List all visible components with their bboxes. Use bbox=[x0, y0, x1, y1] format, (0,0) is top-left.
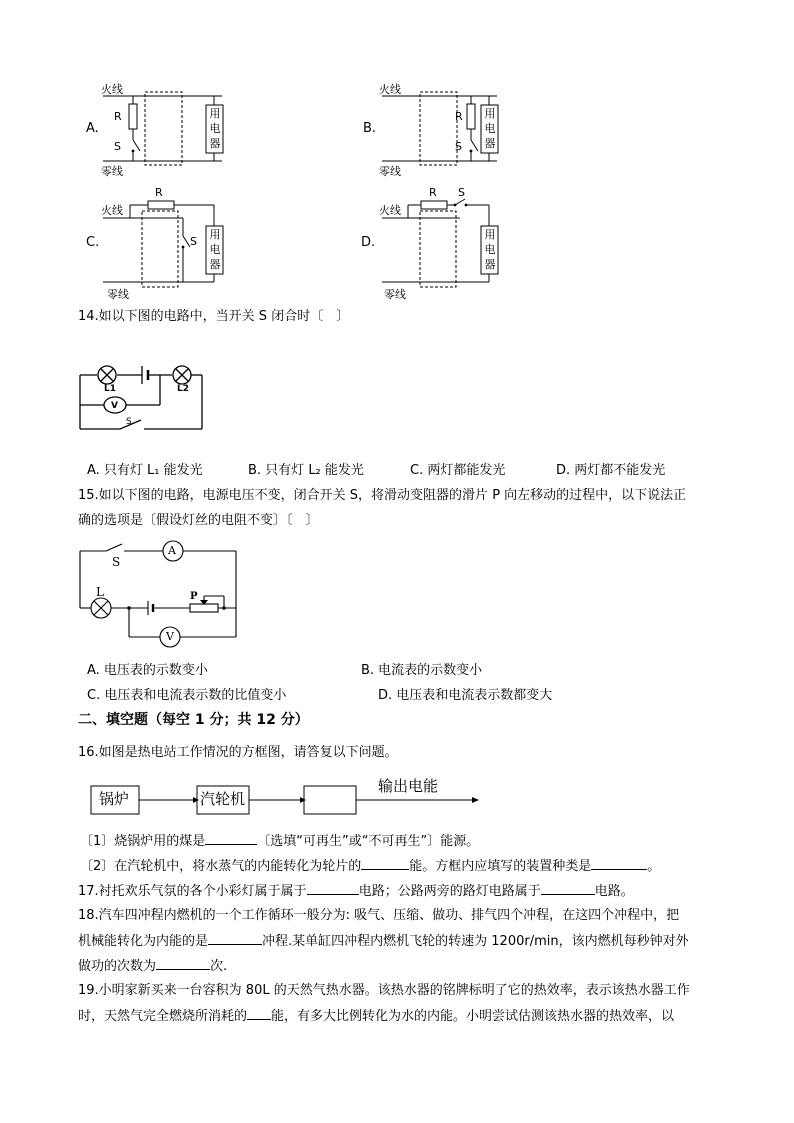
resistor-label: R bbox=[155, 186, 163, 199]
neutral-wire-label: 零线 bbox=[101, 165, 123, 178]
answer-blank[interactable] bbox=[307, 882, 359, 895]
q18-text-b: 冲程.某单缸四冲程内燃机飞轮的转速为 1200r/min，该内燃机每秒钟对外 bbox=[262, 934, 689, 949]
q16-part2-text: 〔2〕在汽轮机中，将水蒸气的内能转化为轮片的 bbox=[80, 859, 362, 874]
q18-text-c: 做功的次数为 bbox=[78, 959, 157, 974]
q17-text-b: 电路；公路两旁的路灯电路属于 bbox=[358, 884, 541, 899]
lamp-l2-label: L2 bbox=[177, 384, 189, 394]
option-a-label: A. bbox=[86, 121, 99, 136]
slider-p-label: P bbox=[190, 591, 198, 602]
section-title: 二、填空题（每空 1 分；共 12 分） bbox=[78, 712, 309, 728]
q16-part2-text-c: 。 bbox=[647, 859, 661, 874]
q14-option-c: C. 两灯都能发光 bbox=[410, 463, 506, 478]
q19-line1: 19.小明家新买来一台容积为 80L 的天然气热水器。该热水器的铭牌标明了它的热效率，表示该热水器工作 bbox=[78, 983, 690, 998]
q18-line1: 18.汽车四冲程内燃机的一个工作循环一般分为: 吸气、压缩、做功、排气四个冲程，在这四个冲程中，把 bbox=[78, 908, 680, 923]
output-label: 输出电能 bbox=[378, 777, 439, 795]
q16-part1-text-b: 〔选填“可再生”或“不可再生”〕能源。 bbox=[257, 834, 480, 849]
answer-blank[interactable] bbox=[591, 857, 647, 870]
voltmeter-label: V bbox=[111, 401, 118, 411]
q18-line2 bbox=[78, 932, 689, 951]
option-c-label: C. bbox=[86, 235, 100, 250]
q14-option-d: D. 两灯都不能发光 bbox=[556, 463, 666, 478]
q14-option-b: B. 只有灯 L₂ 能发光 bbox=[248, 463, 364, 478]
answer-blank[interactable] bbox=[208, 932, 262, 945]
live-wire-label: 火线 bbox=[101, 204, 123, 217]
q17-text-a: 17.衬托欢乐气氛的各个小彩灯属于属于 bbox=[78, 884, 307, 899]
appliance-label: 用电器 bbox=[484, 107, 496, 150]
switch-label: S bbox=[458, 186, 465, 199]
answer-blank[interactable] bbox=[541, 882, 595, 895]
q18-text-a: 机械能转化为内能的是 bbox=[78, 934, 209, 949]
switch-label: S bbox=[126, 417, 132, 427]
q15-stem-line1: 15.如以下图的电路，电源电压不变，闭合开关 S，将滑动变阻器的滑片 P 向左移动的过程中，以下说法正 bbox=[78, 488, 687, 503]
q15-stem-line2: 确的选项是〔假设灯丝的电阻不变〕〔 〕 bbox=[78, 513, 319, 528]
q19-text-a: 时，天然气完全燃烧所消耗的 bbox=[78, 1009, 248, 1024]
switch-label: S bbox=[190, 235, 197, 248]
q15-option-d: D. 电压表和电流表示数都变大 bbox=[378, 688, 553, 703]
q16-part2-text-b: 能。方框内应填写的装置种类是 bbox=[409, 859, 592, 874]
resistor-label: R bbox=[429, 186, 437, 199]
q14-option-a: A. 只有灯 L₁ 能发光 bbox=[87, 463, 203, 478]
q14-stem: 14.如以下图的电路中，当开关 S 闭合时〔 〕 bbox=[78, 309, 350, 324]
live-wire-label: 火线 bbox=[379, 204, 401, 217]
appliance-label: 用电器 bbox=[209, 228, 221, 271]
q17-text-c: 电路。 bbox=[594, 884, 634, 899]
q16-part1-text: 〔1〕烧锅炉用的煤是 bbox=[80, 834, 206, 849]
lamp-l1-label: L1 bbox=[104, 384, 116, 394]
q19-line2 bbox=[78, 1007, 674, 1026]
appliance-label: 用电器 bbox=[209, 107, 221, 150]
q18-text-d: 次. bbox=[210, 959, 228, 974]
option-b-label: B. bbox=[363, 121, 377, 136]
q16-part2 bbox=[80, 857, 660, 876]
answer-blank[interactable] bbox=[361, 857, 409, 870]
neutral-wire-label: 零线 bbox=[384, 288, 406, 301]
question-17 bbox=[78, 882, 634, 901]
appliance-label: 用电器 bbox=[484, 228, 496, 271]
q16-stem: 16.如图是热电站工作情况的方框图，请答复以下问题。 bbox=[78, 745, 398, 760]
turbine-box-label: 汽轮机 bbox=[200, 790, 246, 808]
q15-option-a: A. 电压表的示数变小 bbox=[87, 663, 208, 678]
option-d-label: D. bbox=[361, 235, 376, 250]
q15-option-c: C. 电压表和电流表示数的比值变小 bbox=[87, 688, 287, 703]
q18-line3 bbox=[78, 957, 227, 976]
q19-text-b: 能，有多大比例转化为水的内能。小明尝试估测该热水器的热效率，以 bbox=[271, 1009, 675, 1024]
ammeter-label: A bbox=[168, 544, 176, 557]
answer-blank[interactable] bbox=[247, 1007, 271, 1020]
switch-label: S bbox=[455, 140, 462, 153]
switch-label: S bbox=[112, 555, 121, 569]
live-wire-label: 火线 bbox=[101, 83, 123, 96]
answer-blank[interactable] bbox=[156, 957, 210, 970]
boiler-box-label: 锅炉 bbox=[99, 790, 130, 808]
q15-option-b: B. 电流表的示数变小 bbox=[361, 663, 483, 678]
neutral-wire-label: 零线 bbox=[379, 165, 401, 178]
neutral-wire-label: 零线 bbox=[107, 288, 129, 301]
resistor-label: R bbox=[114, 110, 122, 123]
voltmeter-label: V bbox=[166, 630, 174, 643]
lamp-label: L bbox=[96, 585, 104, 599]
q16-part1 bbox=[80, 832, 479, 851]
answer-blank[interactable] bbox=[205, 832, 257, 845]
live-wire-label: 火线 bbox=[379, 83, 401, 96]
switch-label: S bbox=[114, 140, 121, 153]
resistor-label: R bbox=[455, 110, 463, 123]
